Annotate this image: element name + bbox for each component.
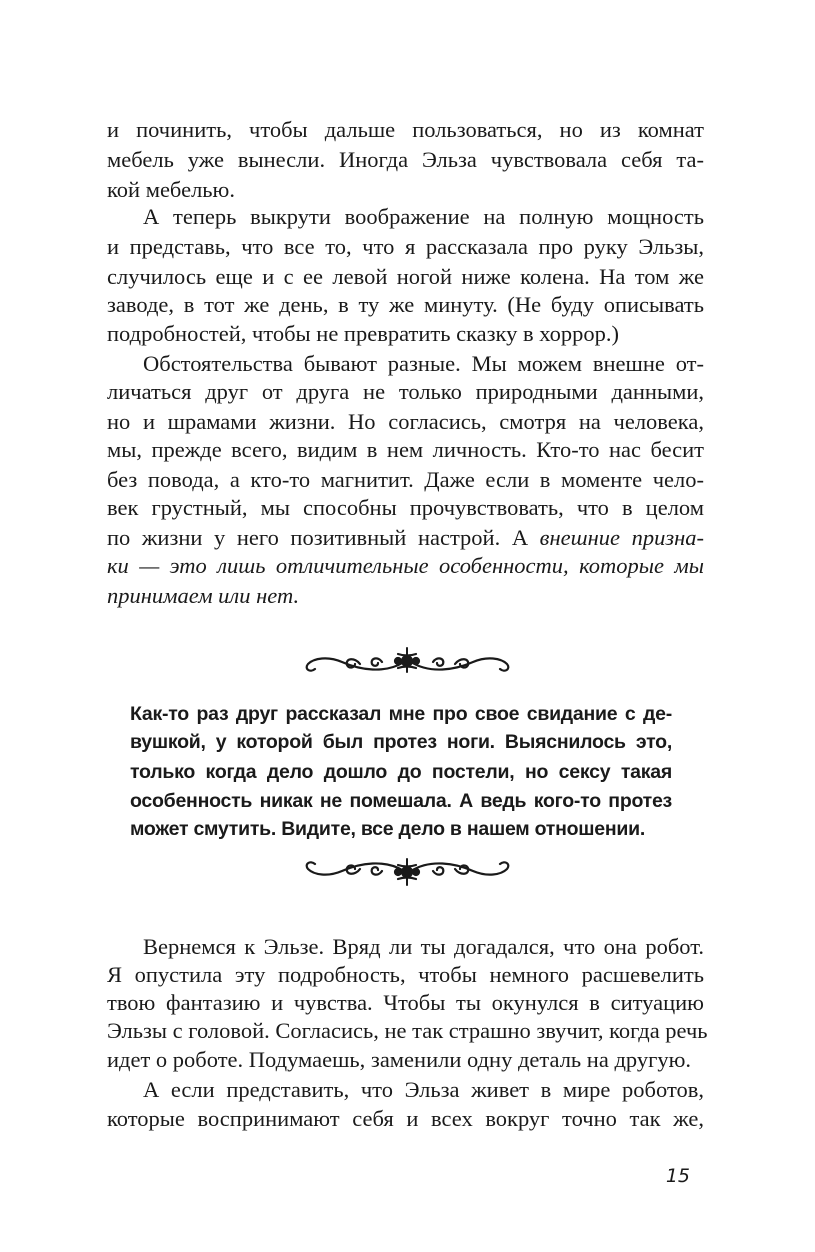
text-line: случилось еще и с ее левой ногой ниже колена. На том же bbox=[107, 264, 704, 289]
text-line: век грустный, мы способны прочувствовать, что в целом bbox=[107, 495, 704, 520]
text-line: Я опустила эту подробность, чтобы немного расшевелить bbox=[107, 962, 704, 987]
text-line: кой мебелью. bbox=[107, 177, 235, 202]
callout-line: может смутить. Видите, все дело в нашем отношении. bbox=[130, 818, 646, 840]
text-line: Вернемся к Эльзе. Вряд ли ты догадался, что она робот. bbox=[143, 934, 704, 959]
text-line: и представь, что все то, что я рассказала про руку Эльзы, bbox=[107, 234, 704, 259]
italic-text-line: ки — это лишь отличительные особенности, которые мы bbox=[107, 553, 704, 578]
text-line: без повода, а кто-то магнитит. Даже если в моменте чело- bbox=[107, 467, 704, 492]
text-line: Эльзы с головой. Согласись, не так страшно звучит, когда речь bbox=[107, 1018, 708, 1043]
callout-line: вушкой, у которой был протез ноги. Выяснилось это, bbox=[130, 731, 672, 753]
page-number: 15 bbox=[665, 1165, 690, 1187]
flourish-divider-icon bbox=[300, 853, 515, 893]
callout-line: только когда дело дошло до постели, но сексу такая bbox=[130, 761, 672, 783]
flourish-divider-icon bbox=[300, 640, 515, 680]
text-line: заводе, в тот же день, в ту же минуту. (Не буду описывать bbox=[107, 292, 704, 317]
text-segment: по жизни у него позитивный настрой. А bbox=[107, 525, 540, 550]
text-line: которые воспринимают себя и всех вокруг точно так же, bbox=[107, 1106, 704, 1131]
text-line: идет о роботе. Подумаешь, заменили одну деталь на другую. bbox=[107, 1047, 692, 1072]
text-line: мы, прежде всего, видим в нем личность. Кто-то нас бесит bbox=[107, 437, 704, 462]
text-line: Обстоятельства бывают разные. Мы можем внешне от- bbox=[143, 351, 704, 376]
italic-text-line: принимаем или нет. bbox=[107, 583, 300, 608]
text-line: твою фантазию и чувства. Чтобы ты окунулся в ситуацию bbox=[107, 990, 704, 1015]
text-line: подробностей, чтобы не превратить сказку в хоррор.) bbox=[107, 321, 620, 346]
text-line bbox=[107, 523, 704, 553]
text-line: А теперь выкрути воображение на полную мощность bbox=[143, 204, 704, 229]
text-line: мебель уже вынесли. Иногда Эльза чувствовала себя та- bbox=[107, 147, 704, 172]
text-line: личаться друг от друга не только природными данными, bbox=[107, 379, 704, 404]
italic-text-segment: внешние призна- bbox=[539, 525, 704, 550]
text-line: А если представить, что Эльза живет в мире роботов, bbox=[143, 1077, 704, 1102]
callout-line: особенность никак не помешала. А ведь кого-то протез bbox=[130, 790, 672, 812]
callout-line: Как-то раз друг рассказал мне про свое свидание с де- bbox=[130, 703, 672, 725]
text-line: и починить, чтобы дальше пользоваться, но из комнат bbox=[107, 117, 704, 142]
text-line: но и шрамами жизни. Но согласись, смотря на человека, bbox=[107, 409, 704, 434]
